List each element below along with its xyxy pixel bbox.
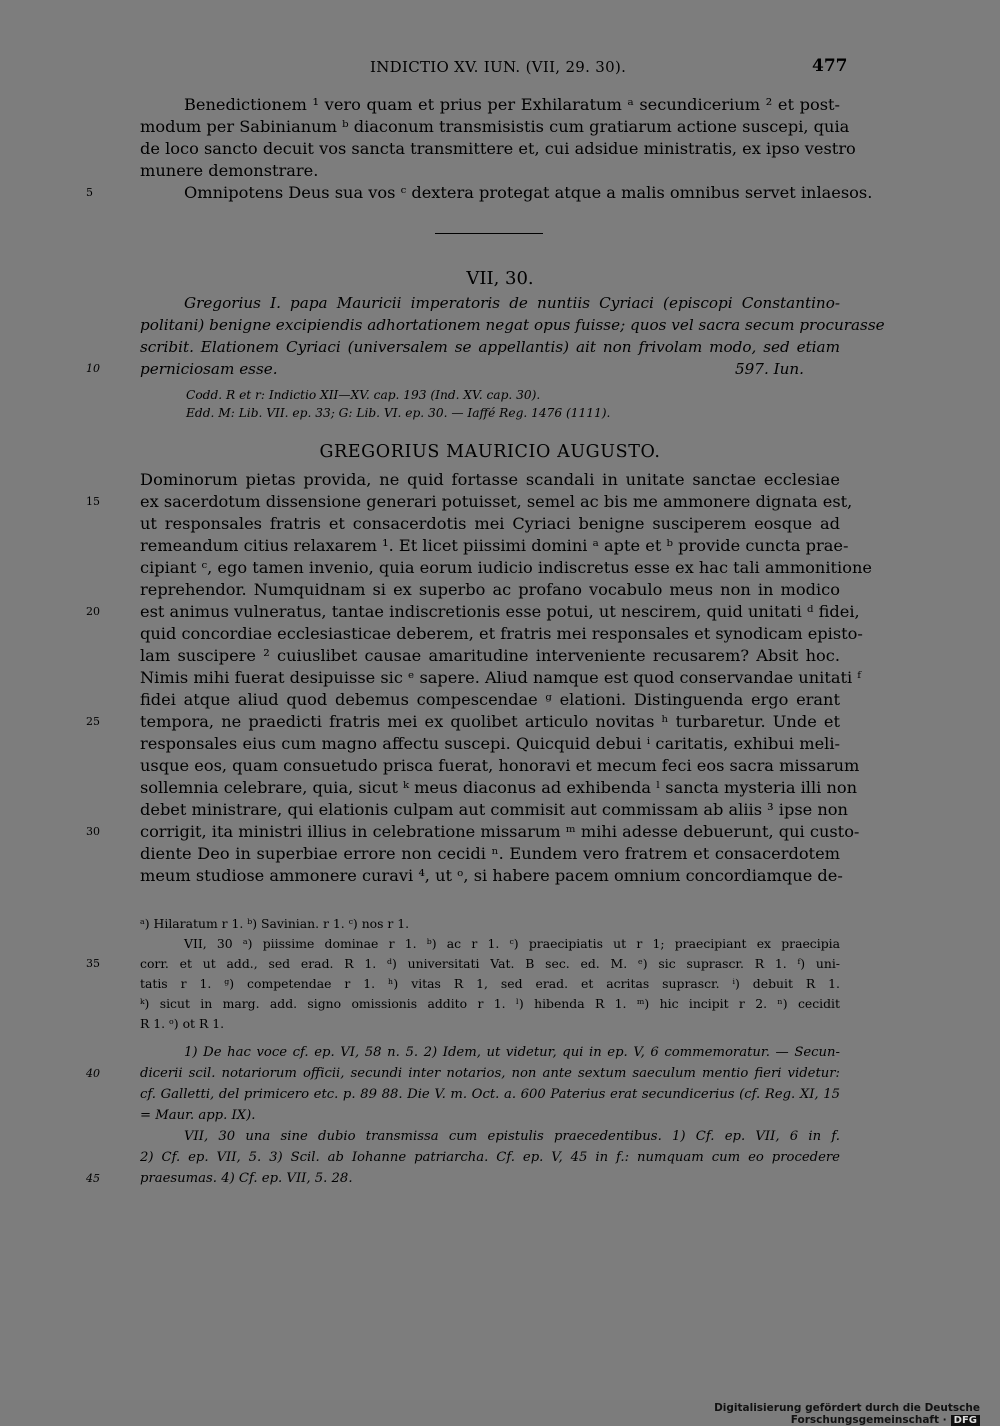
digitization-credit bbox=[600, 1402, 980, 1426]
line-text: quid concordiae ecclesiasticae deberem, et fratris mei responsales et synodicam episto- bbox=[140, 624, 863, 643]
commentary-line bbox=[86, 1168, 840, 1189]
line-text: perniciosam esse. bbox=[140, 360, 278, 378]
critical-apparatus bbox=[86, 914, 840, 1034]
line-text: tatis r 1. ᵍ) competendae r 1. ʰ) vitas R 1, sed erad. et acritas suprascr. ⁱ) debuit R 1. bbox=[140, 976, 840, 991]
addressee: GREGORIUS MAURICIO AUGUSTO. bbox=[319, 442, 661, 462]
codex-line: Edd. M: Lib. VII. ep. 33; G: Lib. VI. ep. 30. — Iaffé Reg. 1476 (1111). bbox=[186, 406, 611, 420]
line-text: Dominorum pietas provida, ne quid fortasse scandali in unitate sanctae ecclesiae bbox=[140, 470, 840, 489]
dfg-logo: DFG bbox=[951, 1415, 980, 1426]
line-text: remeandum citius relaxarem ¹. Et licet piissimi domini ᵃ apte et ᵇ provide cuncta prae- bbox=[140, 536, 849, 555]
line-text: diente Deo in superbiae errore non cecidi ⁿ. Eundem vero fratrem et consacerdotem bbox=[140, 844, 840, 863]
line-text: debet ministrare, qui elationis culpam aut commisit aut commissam ab aliis ³ ipse non bbox=[140, 800, 848, 819]
line-number: 40 bbox=[86, 1067, 100, 1080]
line-text: VII, 30 una sine dubio transmissa cum epistulis praecedentibus. 1) Cf. ep. VII, 6 in f. bbox=[184, 1129, 840, 1144]
letter-number: VII, 30. bbox=[466, 268, 534, 289]
line-text: R 1. ᵒ) ot R 1. bbox=[140, 1016, 225, 1031]
line-text: corrigit, ita ministri illius in celebratione missarum ᵐ mihi adesse debuerunt, qui custo- bbox=[140, 822, 860, 841]
letter-body bbox=[86, 469, 872, 887]
body-line bbox=[140, 535, 849, 557]
line-text: Benedictionem ¹ vero quam et prius per Exhilaratum ᵃ secundicerium ² et post- bbox=[184, 95, 840, 114]
line-number: 5 bbox=[86, 186, 93, 199]
line-text: lam suscipere ² cuiuslibet causae amaritudine interveniente recusarem? Absit hoc. bbox=[140, 646, 840, 665]
running-head: INDICTIO XV. IUN. (VII, 29. 30). bbox=[370, 58, 627, 76]
line-text: Gregorius I. papa Mauricii imperatoris de nuntiis Cyriaci (episcopi Constantino- bbox=[184, 294, 840, 312]
section-divider bbox=[435, 233, 543, 234]
line-text: = Maur. app. IX). bbox=[140, 1108, 256, 1123]
body-line bbox=[140, 469, 840, 491]
body-line bbox=[140, 557, 872, 579]
commentary-line bbox=[140, 1126, 840, 1147]
line-text: reprehendor. Numquidnam si ex superbo ac profano vocabulo meus non in modico bbox=[140, 580, 840, 599]
commentary-line bbox=[140, 1042, 840, 1063]
apparatus-line bbox=[140, 974, 840, 994]
line-text: cf. Galletti, del primicero etc. p. 89 88. Die V. m. Oct. a. 600 Paterius erat secundicerius (cf. Reg. XI, 15 bbox=[140, 1087, 840, 1102]
text-line bbox=[140, 160, 840, 182]
opening-text bbox=[86, 94, 873, 204]
line-number: 25 bbox=[86, 715, 100, 728]
apparatus-line bbox=[86, 954, 840, 974]
body-line bbox=[140, 623, 863, 645]
apparatus-line bbox=[140, 994, 840, 1014]
body-line bbox=[140, 733, 840, 755]
line-text: dicerii scil. notariorum officii, secundi inter notarios, non ante sextum saeculum mentio fieri videtur: bbox=[140, 1066, 840, 1081]
body-line bbox=[140, 667, 861, 689]
summary-line bbox=[86, 358, 840, 380]
line-text: fidei atque aliud quod debemus compescendae ᵍ elationi. Distinguenda ergo erant bbox=[140, 690, 840, 709]
letter-summary bbox=[86, 292, 885, 380]
line-text: VII, 30 ᵃ) piissime dominae r 1. ᵇ) ac r 1. ᶜ) praecipiatis ut r 1; praecipiant ex praecipia bbox=[184, 936, 840, 951]
body-line bbox=[140, 513, 840, 535]
summary-line bbox=[140, 314, 885, 336]
line-text: corr. et ut add., sed erad. R 1. ᵈ) universitati Vat. B sec. ed. M. ᵉ) sic suprascr. R 1. ᶠ) uni- bbox=[140, 956, 840, 971]
line-number: 10 bbox=[86, 362, 100, 375]
line-number: 30 bbox=[86, 825, 100, 838]
line-text: 1) De hac voce cf. ep. VI, 58 n. 5. 2) Idem, ut videtur, qui in ep. V, 6 commemoratur. — Secun- bbox=[184, 1045, 840, 1060]
body-line bbox=[86, 601, 860, 623]
page-header bbox=[0, 58, 1000, 80]
commentary-line bbox=[86, 1063, 840, 1084]
body-line bbox=[140, 843, 840, 865]
commentary-notes bbox=[86, 1042, 840, 1189]
page-number: 477 bbox=[812, 56, 848, 76]
apparatus-line bbox=[140, 914, 840, 934]
line-text: scribit. Elationem Cyriaci (universalem se appellantis) ait non frivolam modo, sed etiam bbox=[140, 338, 840, 356]
line-text: praesumas. 4) Cf. ep. VII, 5. 28. bbox=[140, 1171, 353, 1186]
body-line bbox=[86, 491, 853, 513]
line-number: 15 bbox=[86, 495, 100, 508]
line-text: politani) benigne excipiendis adhortationem negat opus fuisse; quos vel sacra secum procurasse bbox=[140, 316, 885, 334]
body-line bbox=[140, 645, 840, 667]
body-line bbox=[86, 711, 840, 733]
line-text: 2) Cf. ep. VII, 5. 3) Scil. ab Iohanne patriarcha. Cf. ep. V, 45 in f.: numquam cum eo procedere bbox=[140, 1150, 840, 1165]
line-text: ᵏ) sicut in marg. add. signo omissionis addito r 1. ˡ) hibenda R 1. ᵐ) hic incipit r 2. ⁿ) cecidit bbox=[140, 996, 840, 1011]
line-text: modum per Sabinianum ᵇ diaconum transmisistis cum gratiarum actione suscepi, quia bbox=[140, 117, 850, 136]
line-number: 20 bbox=[86, 605, 100, 618]
line-number: 35 bbox=[86, 957, 100, 970]
line-text: responsales eius cum magno affectu suscepi. Quicquid debui ⁱ caritatis, exhibui meli- bbox=[140, 734, 840, 753]
codex-line: Codd. R et r: Indictio XII—XV. cap. 193 (Ind. XV. cap. 30). bbox=[186, 388, 541, 402]
commentary-line bbox=[140, 1147, 840, 1168]
body-line bbox=[140, 579, 840, 601]
codices-editions bbox=[186, 386, 706, 422]
line-text: est animus vulneratus, tantae indiscretionis esse potui, ut nescirem, quid unitati ᵈ fidei, bbox=[140, 602, 860, 621]
body-line bbox=[140, 799, 848, 821]
body-line bbox=[140, 777, 858, 799]
summary-line bbox=[140, 292, 840, 314]
line-number: 45 bbox=[86, 1172, 100, 1185]
text-line bbox=[86, 182, 873, 204]
line-text: meum studiose ammonere curavi ⁴, ut ᵒ, si habere pacem omnium concordiamque de- bbox=[140, 866, 843, 885]
body-line bbox=[140, 755, 860, 777]
line-text: Omnipotens Deus sua vos ᶜ dextera protegat atque a malis omnibus servet inlaesos. bbox=[184, 183, 873, 202]
letter-date: 597. Iun. bbox=[734, 360, 804, 378]
text-line bbox=[140, 138, 856, 160]
credit-text: Digitalisierung gefördert durch die Deutsche Forschungsgemeinschaft · bbox=[714, 1402, 980, 1426]
body-line bbox=[140, 865, 843, 887]
body-line bbox=[86, 821, 860, 843]
line-text: ut responsales fratris et consacerdotis mei Cyriaci benigne susciperem eosque ad bbox=[140, 514, 840, 533]
line-text: tempora, ne praedicti fratris mei ex quolibet articulo novitas ʰ turbaretur. Unde et bbox=[140, 712, 840, 731]
line-text: ex sacerdotum dissensione generari potuisset, semel ac bis me ammonere dignata est, bbox=[140, 492, 853, 511]
line-text: usque eos, quam consuetudo prisca fuerat, honoravi et mecum feci eos sacra missarum bbox=[140, 756, 860, 775]
apparatus-line bbox=[140, 1014, 840, 1034]
line-text: ᵃ) Hilaratum r 1. ᵇ) Savinian. r 1. ᶜ) nos r 1. bbox=[140, 916, 410, 931]
commentary-line bbox=[140, 1084, 840, 1105]
commentary-line bbox=[140, 1105, 840, 1126]
line-text: sollemnia celebrare, quia, sicut ᵏ meus diaconus ad exhibenda ˡ sancta mysteria illi non bbox=[140, 778, 858, 797]
text-line bbox=[140, 116, 850, 138]
summary-line bbox=[140, 336, 840, 358]
line-text: de loco sancto decuit vos sancta transmittere et, cui adsidue ministratis, ex ipso vestro bbox=[140, 139, 856, 158]
line-text: cipiant ᶜ, ego tamen invenio, quia eorum iudicio indiscretus esse ex hac tali ammonitione bbox=[140, 558, 872, 577]
text-line bbox=[140, 94, 840, 116]
apparatus-line bbox=[140, 934, 840, 954]
line-text: munere demonstrare. bbox=[140, 161, 319, 180]
line-text: Nimis mihi fuerat desipuisse sic ᵉ sapere. Aliud namque est quod conservandae unitati ᶠ bbox=[140, 668, 861, 687]
body-line bbox=[140, 689, 840, 711]
